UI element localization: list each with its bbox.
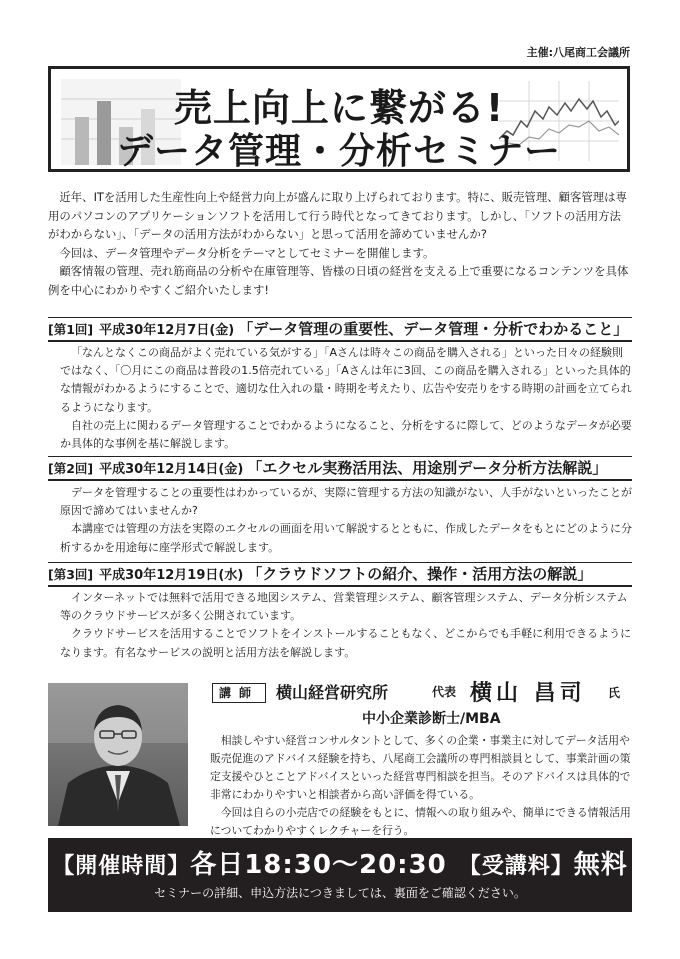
title-line-2: データ管理・分析セミナー: [116, 131, 561, 172]
title-banner: [48, 66, 630, 172]
session-date: 平成30年12月19日(水): [99, 568, 244, 583]
instructor-honorific: 氏: [608, 686, 621, 700]
time-label: 【開催時間】: [52, 854, 191, 879]
footer-note: セミナーの詳細、申込方法につきましては、裏面をご確認ください。: [154, 886, 526, 900]
portrait-image: [48, 683, 188, 826]
title-line-1: 売上向上に繋がる!: [173, 86, 505, 130]
organizer: 主催:八尾商工会議所: [526, 46, 630, 59]
session-3-body: [60, 589, 632, 662]
session-paragraph: インターネットでは無料で活用できる地図システム、営業管理システム、顧客管理システム、データ分析システム等のクラウドサービスが多く公開されています。: [60, 591, 628, 623]
session-number: [第3回]: [48, 567, 94, 582]
schedule-line: [48, 844, 632, 881]
instructor-name: 横山 昌司: [470, 681, 586, 706]
time-value: 各日18:30〜20:30: [190, 850, 447, 880]
instructor-profile: [210, 732, 634, 840]
session-topic: 「エクセル実務活用法、用途別データ分析方法解説」: [247, 459, 608, 477]
intro-paragraph: 今回は、データ管理やデータ分析をテーマとしてセミナーを開催します。: [59, 245, 435, 260]
session-topic: 「データ管理の重要性、データ管理・分析でわかること」: [238, 320, 629, 338]
session-3-heading: [48, 562, 632, 587]
instructor-organization: 横山経営研究所: [276, 683, 389, 702]
profile-paragraph: 相談しやすい経営コンサルタントとして、多くの企業・事業主に対してデータ活用や販売促進のアドバイス経験を持ち、八尾商工会議所の専門相談員として、事業計画の策定支援やひとことアドバイスといった経営専門相談を担当。そのアドバイスは具体的で非常にわかりやすいと相談者から高い評価を得ている。: [210, 734, 631, 801]
session-1-heading: [48, 317, 632, 342]
instructor-role: 代表: [432, 685, 457, 699]
instructor-photo: [48, 683, 188, 826]
session-topic: 「クラウドソフトの紹介、操作・活用方法の解説」: [247, 565, 593, 583]
session-paragraph: データを管理することの重要性はわかっているが、実際に管理する方法の知識がない、人手がないといったことが原因で諦めてはいませんか?: [60, 486, 632, 518]
session-2-body: [60, 484, 632, 557]
session-paragraph: 自社の売上に関わるデータ管理することでわかるようになること、分析をするに際して、どのようなデータが必要か具体的な事例を基に解説します。: [60, 418, 632, 451]
fee-label: 【受講料】: [469, 854, 574, 879]
intro-text: [48, 188, 632, 299]
intro-paragraph: 近年、ITを活用した生産性向上や経営力向上が盛んに取り上げられております。特に、販売管理、顧客管理は専用のパソコンのアプリケーションソフトを活用して行う時代となってきております。しかし、「ソフトの活用方法がわからない」、「データの活用方法がわからない」と思って活用を諦めていませんか?: [48, 190, 627, 241]
instructor-qualification: 中小企業診断士/MBA: [362, 711, 501, 727]
footer-banner: [48, 838, 632, 912]
intro-paragraph: 顧客情報の管理、売れ筋商品の分析や在庫管理等、皆様の日頃の経営を支える上で重要になるコンテンツを具体例を中心にわかりやすくご紹介いたします!: [48, 264, 629, 297]
session-2-heading: [48, 456, 632, 481]
session-1-body: [60, 344, 632, 453]
session-date: 平成30年12月7日(金): [99, 323, 235, 338]
session-number: [第1回]: [48, 322, 94, 337]
session-paragraph: クラウドサービスを活用することでソフトをインストールすることもなく、どこからでも手軽に利用できるようになります。有名なサービスの説明と活用方法を解説します。: [60, 627, 632, 659]
instructor-label: 講師: [212, 683, 266, 703]
session-date: 平成30年12月14日(金): [99, 462, 244, 477]
session-number: [第2回]: [48, 461, 94, 476]
session-paragraph: 「なんとなくこの商品がよく売れている気がする」「Aさんは時々この商品を購入される」といった日々の経験則ではなく、「〇月にこの商品は普段の1.5倍売れている」「Aさんは年に3回、この商品を購入される」といった具体的な情報がわかるようにすることで、適切な仕入れの量・時期を考えたり、広告や安売りをする時期の計画を立てられるようになります。: [60, 346, 632, 414]
profile-paragraph: 今回は自らの小売店での経験をもとに、情報への取り組みや、簡単にできる情報活用についてわかりやすくレクチャーを行う。: [210, 806, 631, 837]
session-paragraph: 本講座では管理の方法を実際のエクセルの画面を用いて解説するとともに、作成したデータをもとにどのように分析するかを用途毎に座学形式で解説します。: [60, 522, 632, 554]
fee-value: 無料: [573, 850, 628, 880]
